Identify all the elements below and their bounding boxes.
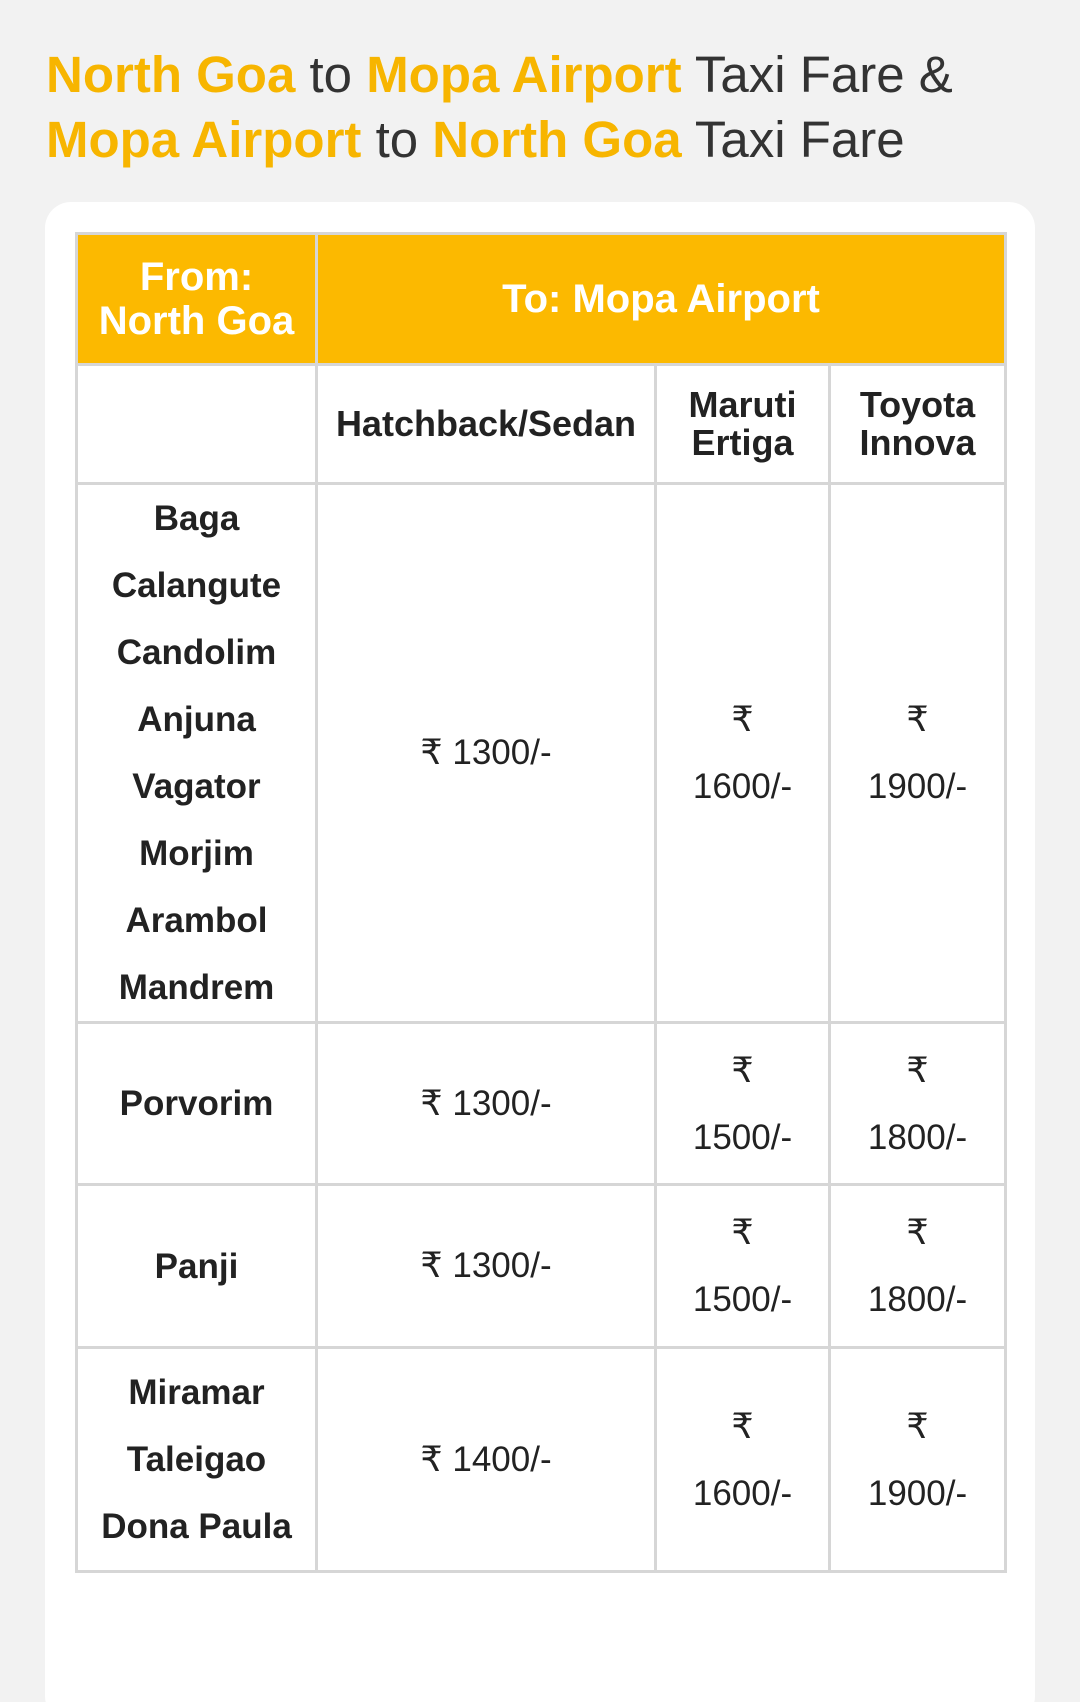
fare-card	[45, 202, 1035, 1702]
location-name: Porvorim	[119, 1084, 274, 1123]
fare-hatchback: ₹ 1400/-	[317, 1348, 656, 1572]
location-name: Baga	[153, 499, 240, 538]
rupee-symbol: ₹	[906, 700, 929, 739]
innova-line1: Toyota	[859, 384, 976, 425]
title-from: North Goa	[46, 46, 296, 103]
fare-ertiga	[656, 1023, 830, 1185]
table-row	[77, 1023, 1006, 1185]
header-from	[77, 234, 317, 365]
header-from-value: North Goa	[98, 299, 295, 343]
title-destination-2: North Goa	[432, 111, 682, 168]
location-name: Morjim	[139, 834, 254, 873]
header-to: To: Mopa Airport	[317, 234, 1006, 365]
title-destination: Mopa Airport	[366, 46, 682, 103]
title-suffix: Taxi Fare &	[681, 46, 953, 103]
rupee-symbol: ₹	[906, 1050, 929, 1090]
table-header-row	[77, 234, 1006, 365]
location-name: Taleigao	[126, 1440, 267, 1479]
fare-hatchback: ₹ 1300/-	[317, 484, 656, 1023]
table-row	[77, 1185, 1006, 1348]
location-name: Anjuna	[137, 700, 256, 739]
pickup-locations	[77, 1185, 317, 1348]
fare-amount: 1900/-	[867, 767, 968, 806]
fare-ertiga	[656, 1348, 830, 1572]
rupee-symbol: ₹	[731, 1213, 754, 1252]
table-row	[77, 1348, 1006, 1572]
fare-table	[75, 232, 1007, 1573]
column-header-ertiga	[656, 365, 830, 484]
fare-amount: 1900/-	[867, 1473, 968, 1513]
title-suffix-2: Taxi Fare	[681, 111, 905, 168]
table-row	[77, 484, 1006, 1023]
fare-ertiga	[656, 1185, 830, 1348]
location-name: Calangute	[111, 566, 282, 605]
ertiga-line1: Maruti	[688, 384, 797, 425]
fare-hatchback: ₹ 1300/-	[317, 1023, 656, 1185]
fare-hatchback: ₹ 1300/-	[317, 1185, 656, 1348]
header-from-label: From:	[139, 255, 254, 299]
fare-amount: 1500/-	[692, 1117, 793, 1157]
location-name: Dona Paula	[101, 1507, 292, 1546]
ertiga-line2: Ertiga	[691, 422, 794, 463]
column-header-innova	[830, 365, 1006, 484]
location-name: Vagator	[132, 767, 261, 806]
fare-amount: 1800/-	[867, 1280, 968, 1319]
location-name: Miramar	[128, 1373, 265, 1412]
column-header-hatchback: Hatchback/Sedan	[317, 365, 656, 484]
rupee-symbol: ₹	[906, 1406, 929, 1446]
fare-amount: 1600/-	[692, 1473, 793, 1513]
fare-innova	[830, 484, 1006, 1023]
fare-amount: 1600/-	[692, 767, 793, 806]
title-connector-2: to	[361, 111, 433, 168]
fare-amount: 1800/-	[867, 1117, 968, 1157]
pickup-locations	[77, 484, 317, 1023]
fare-innova	[830, 1023, 1006, 1185]
innova-line2: Innova	[859, 422, 976, 463]
fare-amount: 1500/-	[692, 1280, 793, 1319]
rupee-symbol: ₹	[906, 1213, 929, 1252]
fare-innova	[830, 1185, 1006, 1348]
fare-ertiga	[656, 484, 830, 1023]
column-header-row	[77, 365, 1006, 484]
rupee-symbol: ₹	[731, 700, 754, 739]
location-name: Arambol	[125, 901, 268, 940]
title-from-2: Mopa Airport	[46, 111, 362, 168]
fare-innova	[830, 1348, 1006, 1572]
location-name: Panji	[154, 1246, 239, 1286]
column-header-blank	[77, 365, 317, 484]
rupee-symbol: ₹	[731, 1406, 754, 1446]
pickup-locations	[77, 1348, 317, 1572]
page-title	[46, 42, 1046, 172]
title-connector: to	[295, 46, 367, 103]
rupee-symbol: ₹	[731, 1050, 754, 1090]
location-name: Candolim	[116, 633, 277, 672]
pickup-locations	[77, 1023, 317, 1185]
location-name: Mandrem	[118, 968, 275, 1007]
